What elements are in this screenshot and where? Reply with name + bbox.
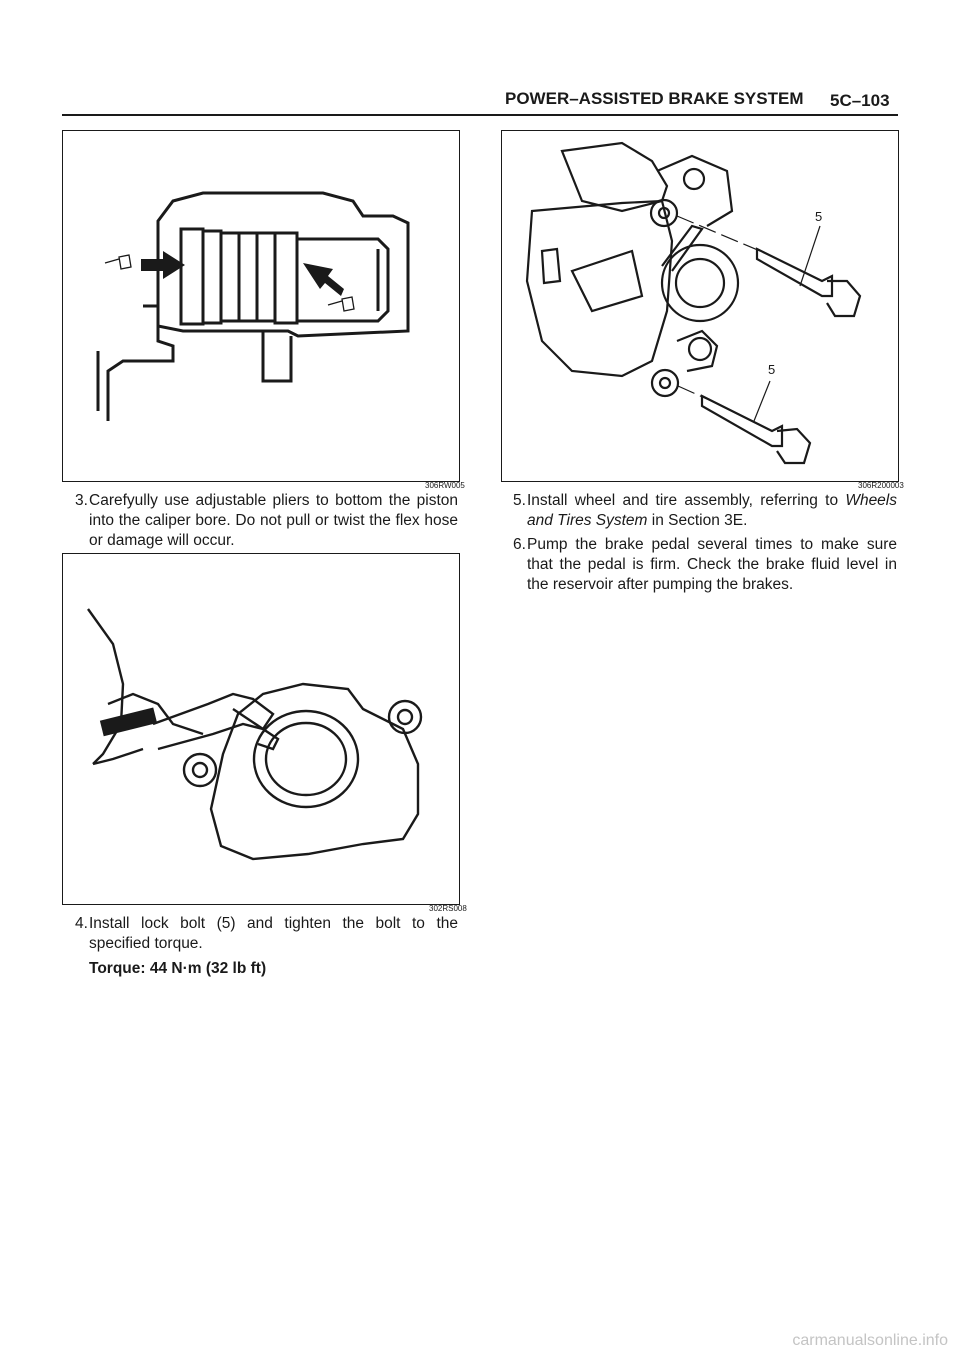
caliper-piston-illustration [63, 131, 459, 481]
step-text: Install lock bolt (5) and tighten the bolt to the specified torque. [89, 915, 458, 952]
step-text: Carefyully use adjustable pliers to bottom the piston into the caliper bore. Do not pull or twist the flex hose or damage will occur. [89, 492, 458, 549]
section-reference: Wheels and Tires System [527, 492, 897, 529]
step-text [513, 491, 897, 531]
watermark: carmanualsonline.info [792, 1332, 948, 1349]
step-5 [513, 491, 897, 531]
step-text-after: in Section 3E. [647, 512, 748, 529]
step-number: 5. [513, 492, 526, 509]
figure-caliper-piston [62, 130, 460, 482]
section-title: POWER–ASSISTED BRAKE SYSTEM [505, 89, 804, 108]
figure-code: 302RS008 [429, 904, 467, 913]
step-number: 4. [75, 915, 88, 932]
step-3 [75, 491, 458, 551]
step-number: 3. [75, 492, 88, 509]
page-number: 5C–103 [830, 91, 890, 110]
figure-pliers-caliper [62, 553, 460, 905]
callout-5: 5 [768, 362, 776, 377]
pliers-caliper-illustration [63, 554, 459, 904]
figure-caliper-bolts [501, 130, 899, 482]
callout-5: 5 [815, 209, 823, 224]
figure-code: 306RW005 [425, 481, 465, 490]
step-6 [513, 535, 897, 595]
step-4 [75, 914, 458, 954]
figure-code: 306R200003 [858, 481, 904, 490]
header-rule [62, 114, 898, 116]
step-text: Pump the brake pedal several times to make sure that the pedal is firm. Check the brake fluid level in the reservoir after pumping the brakes. [527, 536, 897, 593]
step-number: 6. [513, 536, 526, 553]
caliper-bolts-illustration [502, 131, 898, 481]
step-text-before: Install wheel and tire assembly, referring to [527, 492, 846, 509]
torque-spec: Torque: 44 N·m (32 lb ft) [89, 960, 267, 977]
